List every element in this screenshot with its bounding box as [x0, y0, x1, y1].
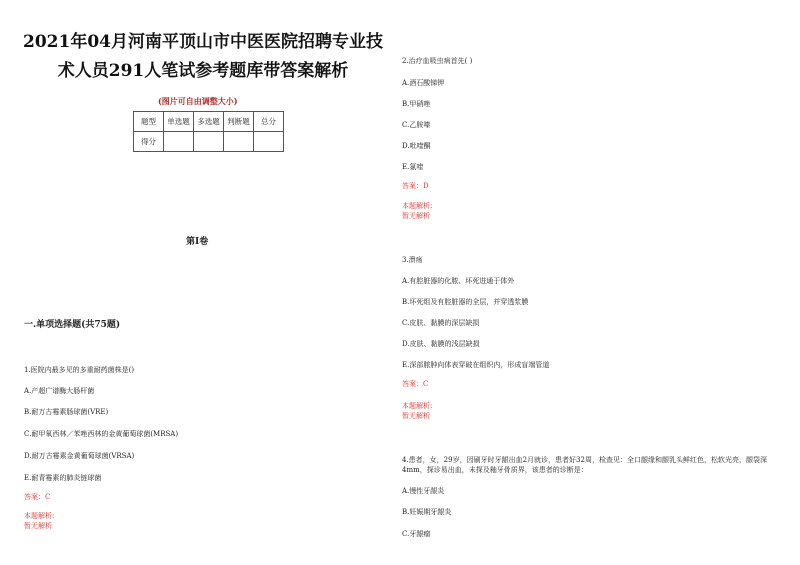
question-option: E.氯喹: [402, 163, 424, 171]
question-option: A.产超广谱酶大肠杆菌: [24, 387, 95, 395]
question-option: C.牙龈瘤: [402, 530, 431, 538]
question-option: C.耐甲氧西林／苯唑西林的金黄葡萄球菌(MRSA): [24, 430, 179, 438]
score-header-cell: 单选题: [164, 112, 194, 132]
score-cell: [224, 132, 254, 152]
answer-text: 答案：C: [24, 493, 51, 501]
question-stem: 1.医院内最多见的多重耐药菌株是(): [24, 366, 135, 374]
section-heading: 一.单项选择题(共75题): [24, 320, 121, 330]
question-option: C.皮肤、黏膜的深层缺损: [402, 319, 480, 327]
answer-text: 答案：D: [402, 182, 429, 190]
question-stem: 2.治疗血吸虫病首先( ): [402, 57, 473, 65]
explanation-text: 暂无解析: [402, 212, 430, 220]
question-option: B.耐万古霉素肠球菌(VRE): [24, 408, 109, 416]
score-header-cell: 多选题: [194, 112, 224, 132]
question-option: E.耐青霉素的肺炎链球菌: [24, 474, 102, 482]
question-option: D.吡喹酮: [402, 142, 431, 150]
question-option: A.酒石酸锑钾: [402, 79, 445, 87]
title-line-1: 2021年04月河南平顶山市中医医院招聘专业技: [23, 32, 383, 52]
answer-text: 答案：C: [402, 380, 429, 388]
document-title: [18, 28, 388, 86]
score-row-label: 得分: [134, 132, 164, 152]
score-cell: [194, 132, 224, 152]
score-table: [133, 111, 284, 152]
score-header-cell: 判断题: [224, 112, 254, 132]
score-header-cell: 题型: [134, 112, 164, 132]
explanation-label: 本题解析:: [402, 402, 433, 410]
volume-heading: 第I卷: [186, 237, 209, 247]
score-table-score-row: [134, 132, 284, 152]
score-table-header-row: [134, 112, 284, 132]
question-option: E.深部脓肿向体表穿破在组织内，形成盲端管道: [402, 361, 550, 369]
question-option: B.甲硝唑: [402, 100, 431, 108]
explanation-text: 暂无解析: [402, 412, 430, 420]
image-resize-note: (图片可自由调整大小): [158, 96, 238, 106]
question-option: C.乙胺嗪: [402, 121, 431, 129]
explanation-label: 本题解析:: [402, 202, 433, 210]
explanation-label: 本题解析:: [24, 512, 55, 520]
title-line-2: 术人员291人笔试参考题库带答案解析: [57, 61, 349, 81]
question-option: A.慢性牙龈炎: [402, 487, 445, 495]
question-option: D.耐万古霉素金黄葡萄球菌(VRSA): [24, 452, 135, 460]
question-option: D.皮肤、黏膜的浅层缺损: [402, 340, 480, 348]
explanation-text: 暂无解析: [24, 522, 52, 530]
score-cell: [164, 132, 194, 152]
question-option: A.有腔脏器的化脓、坏死进通于体外: [402, 277, 515, 285]
question-option: B.妊娠期牙龈炎: [402, 508, 452, 516]
score-header-cell: 总分: [254, 112, 284, 132]
question-stem: 3.溃疡: [402, 256, 423, 264]
score-cell: [254, 132, 284, 152]
question-option: B.坏死组及有腔脏器的全层，并穿透浆膜: [402, 298, 529, 306]
question-stem: 4.患者，女，29岁，因刷牙时牙龈出血2月就诊，患者好32周，检查见：全口龈缘和龈乳头鲜红色，松软光亮，龈袋深4mm，探诊易出血，未探及釉牙骨质界，该患者的诊断是：: [402, 456, 767, 474]
